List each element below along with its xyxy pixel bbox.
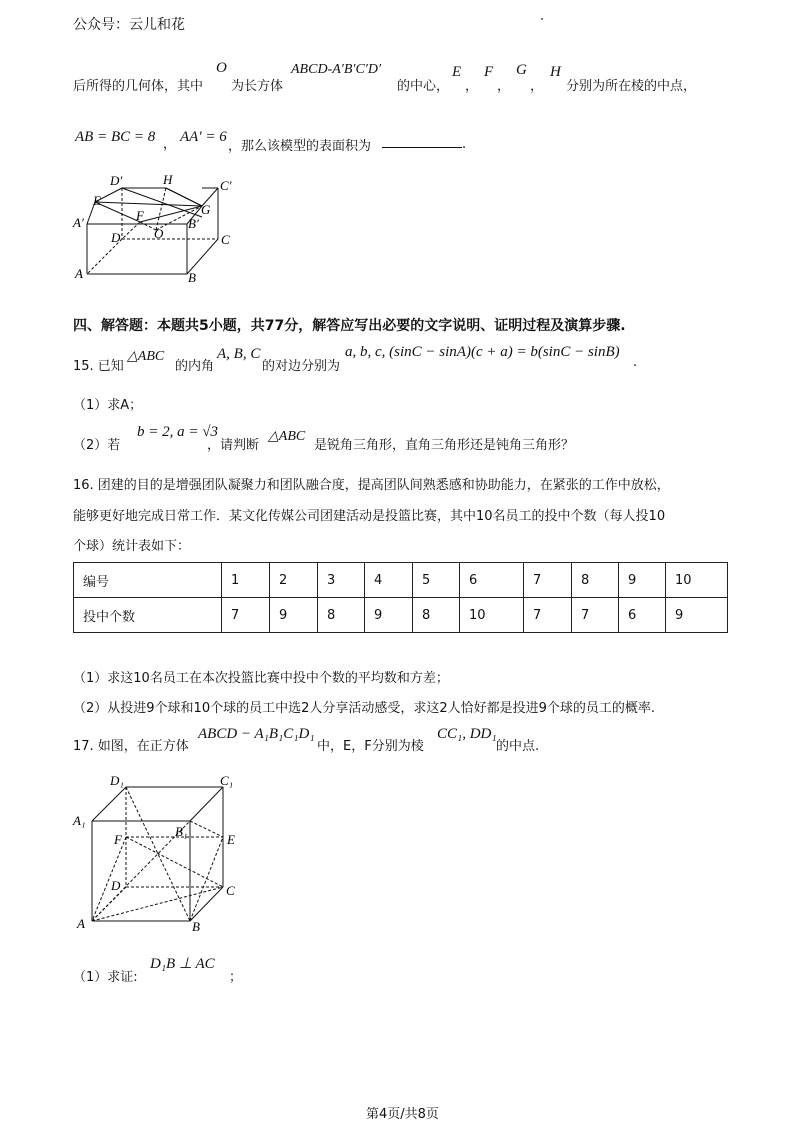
table-row	[74, 563, 728, 598]
q14-eq2: AA′ = 6	[180, 129, 227, 145]
label-cprime: C′	[220, 178, 232, 193]
table-cell: 5	[413, 563, 460, 598]
table-cell: 编号	[74, 563, 222, 598]
table-cell: 8	[318, 598, 365, 633]
q14-comma-1: ，	[465, 79, 479, 94]
table-cell: 9	[619, 563, 666, 598]
page-footer: 第4页/共8页	[366, 1107, 439, 1122]
label-a: A	[75, 266, 83, 281]
table-cell: 2	[270, 563, 318, 598]
q16-line2: 能够更好地完成日常工作．某文化传媒公司团建活动是投篮比赛，其中10名员工的投中个数（每人投10	[73, 509, 666, 524]
table-cell: 10	[666, 563, 728, 598]
table-row	[74, 598, 728, 633]
table-cell: 7	[572, 598, 619, 633]
q15-end: .	[633, 355, 638, 370]
q14-eq1: AB = BC = 8	[75, 129, 156, 145]
q15-part2-c: 是锐角三角形，直角三角形还是钝角三角形？	[314, 438, 575, 453]
q17-edges: CC₁, DD₁	[437, 726, 497, 742]
q17-a: 17. 如图，在正方体	[73, 739, 189, 754]
q16-line1: 16. 团建的目的是增强团队凝聚力和团队融合度，提高团队间熟悉感和协助能力，在紧张的工作中放松，	[73, 478, 670, 493]
section-4-heading: 四、解答题：本题共5小题，共77分，解答应写出必要的文字说明、证明过程及演算步骤.	[73, 318, 626, 334]
label-e: E	[93, 193, 101, 208]
label-c: C	[226, 883, 235, 898]
q16-part2: （2）从投进9个球和10个球的员工中选2人分享活动感受，求这2人恰好都是投进9个球的员工的概率.	[73, 701, 656, 716]
label-aprime: A′	[73, 215, 84, 230]
wechat-header: 公众号：云儿和花	[73, 17, 185, 33]
table-cell: 1	[222, 563, 270, 598]
q17-c: 的中点.	[496, 739, 540, 754]
label-b1: B₁	[175, 824, 188, 839]
table-cell: 7	[524, 598, 572, 633]
q14-box: ABCD-A′B′C′D′	[291, 62, 382, 77]
table-cell: 投中个数	[74, 598, 222, 633]
label-b: B	[192, 919, 200, 934]
table-cell: 6	[619, 598, 666, 633]
label-dprime: D′	[110, 173, 123, 188]
label-g: G	[201, 202, 211, 217]
table-cell: 4	[365, 563, 413, 598]
q17-b: 中，E，F分别为棱	[317, 739, 424, 754]
q16-line3: 个球）统计表如下：	[73, 539, 191, 554]
label-h: H	[163, 172, 173, 187]
label-a: A	[77, 916, 85, 931]
label-o: O	[154, 226, 164, 241]
q15-part2-a: （2）若	[73, 438, 121, 453]
q14-line1-c: 的中心，	[397, 79, 450, 94]
q14-line1-b: 为长方体	[231, 79, 284, 94]
q17-figure	[72, 770, 247, 935]
label-d: D	[111, 878, 121, 893]
q14-line1-a: 后所得的几何体，其中	[73, 79, 204, 94]
q17-part1-eq: D₁B ⊥ AC	[150, 956, 215, 972]
label-bprime: B′	[188, 216, 199, 231]
q14-comma-4: ，	[163, 137, 177, 152]
q14-g: G	[516, 62, 527, 78]
label-a1: A₁	[73, 813, 86, 828]
label-f: F	[114, 832, 122, 847]
q16-part1: （1）求这10名员工在本次投篮比赛中投中个数的平均数和方差；	[73, 671, 449, 686]
q15-part1: （1）求A；	[73, 398, 143, 413]
label-c: C	[221, 232, 230, 247]
q15-part2-eq: b = 2, a = √3	[137, 424, 218, 440]
q15-num: 15. 已知	[73, 359, 124, 374]
q15-b: 的对边分别为	[262, 359, 341, 374]
table-cell: 8	[413, 598, 460, 633]
label-b: B	[188, 270, 196, 285]
q14-answer-blank: .	[382, 135, 466, 152]
q14-o: O	[216, 60, 227, 76]
table-cell: 9	[666, 598, 728, 633]
q14-comma-3: ，	[530, 79, 544, 94]
q17-cube: ABCD − A₁B₁C₁D₁	[198, 726, 315, 742]
label-d1: D₁	[110, 773, 124, 788]
q17-part1-a: （1）求证:	[73, 970, 138, 985]
label-f: F	[136, 208, 144, 223]
label-c1: C₁	[220, 773, 234, 788]
q14-figure	[70, 172, 245, 287]
table-cell: 10	[460, 598, 524, 633]
q14-f: F	[484, 64, 494, 80]
table-cell: 9	[270, 598, 318, 633]
label-d: D	[111, 230, 121, 245]
q16-table	[73, 562, 728, 633]
q14-comma-2: ，	[497, 79, 511, 94]
q17-part1-b: ；	[229, 970, 243, 985]
table-cell: 7	[222, 598, 270, 633]
q15-eq: a, b, c, (sinC − sinA)(c + a) = b(sinC − sinB)	[345, 344, 620, 360]
q15-part2-b: ，请判断	[207, 438, 260, 453]
q15-part2-tri: △ABC	[268, 429, 306, 444]
table-cell: 3	[318, 563, 365, 598]
table-cell: 8	[572, 563, 619, 598]
q14-line2-tail: ，那么该模型的表面积为	[228, 139, 372, 154]
q15-angles: A, B, C	[217, 346, 261, 362]
q15-a: 的内角	[175, 359, 215, 374]
table-cell: 9	[365, 598, 413, 633]
q14-e: E	[452, 64, 462, 80]
q15-tri: △ABC	[127, 349, 165, 364]
q14-line1-d: 分别为所在棱的中点，	[566, 79, 697, 94]
q14-h: H	[550, 64, 561, 80]
label-e: E	[227, 832, 235, 847]
table-cell: 6	[460, 563, 524, 598]
table-cell: 7	[524, 563, 572, 598]
dot-mark	[541, 18, 543, 20]
